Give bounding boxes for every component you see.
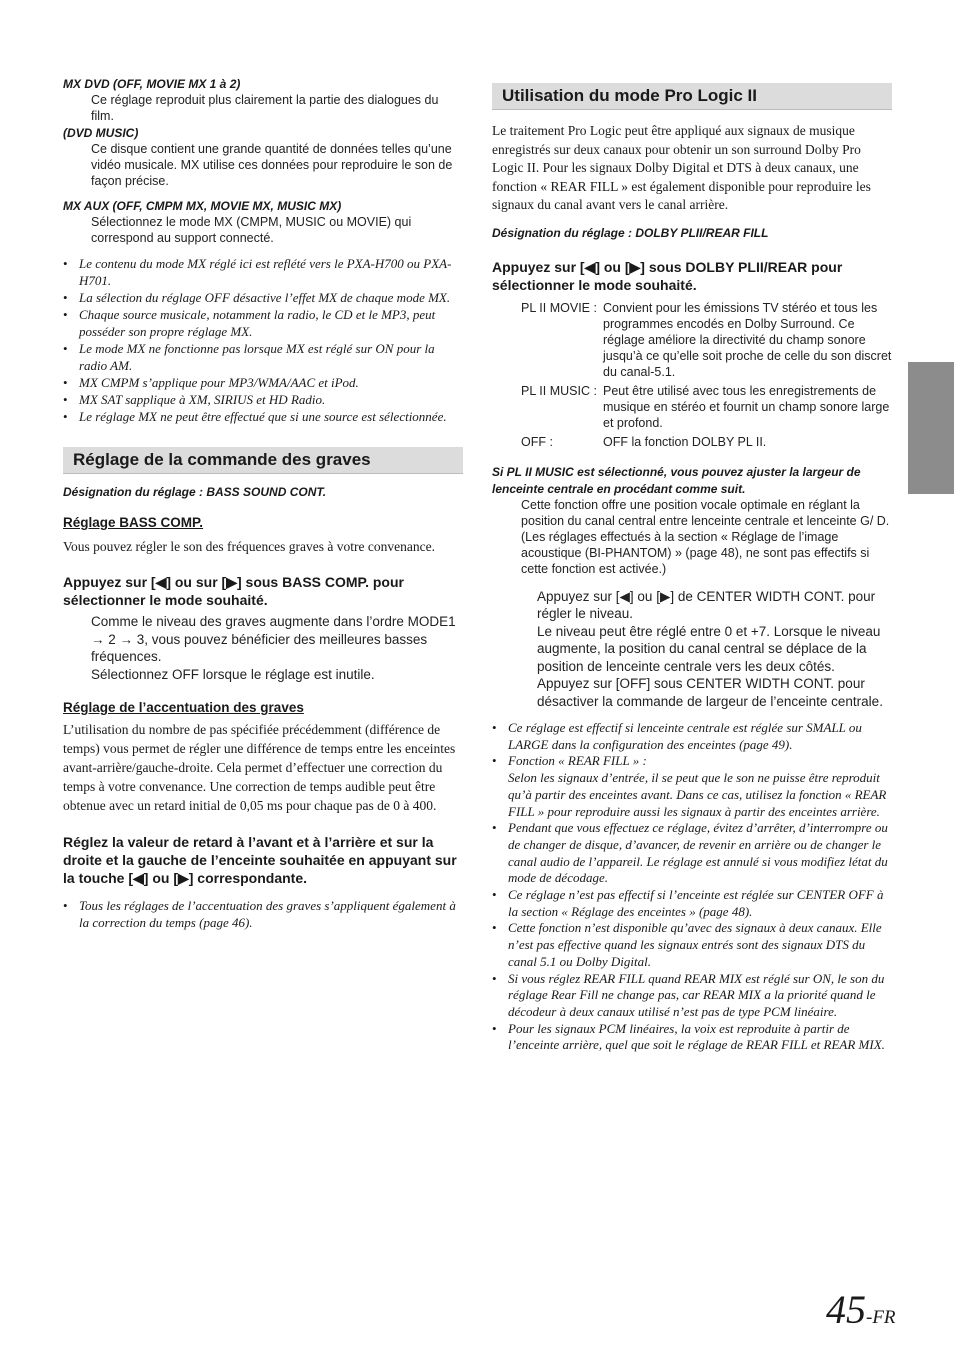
bass-accent-heading: Réglage de l’accentuation des graves [63,700,304,715]
bass-comp-text: Sélectionnez OFF lorsque le réglage est inutile. [91,666,375,682]
mode-name: PL II MOVIE : [521,300,597,315]
bass-comp-heading: Réglage BASS COMP. [63,515,204,530]
mx-desc: Ce disque contient une grande quantité de données telles qu’une vidéo musicale. MX utilise ces données pour reproduire le son de façon précise. [91,142,453,188]
center-width-step: Appuyez sur [◀] ou [▶] de CENTER WIDTH CONT. pour régler le niveau. [537,588,876,621]
bass-accent-instruction: Réglez la valeur de retard à l’avant et à l’arrière et sur la droite et la gauche de l’enceinte souhaitée en appuyant sur la touche [◀] ou [▶] correspondante. [63,834,457,886]
mx-notes-list [63,255,463,425]
prologic-instruction: Appuyez sur [◀] ou [▶] sous DOLBY PLII/REAR pour sélectionner le mode souhaité. [492,258,843,293]
note-item: • Chaque source musicale, notamment la radio, le CD et le MP3, peut posséder son propre réglage MX. [63,306,463,340]
note-item: • Le mode MX ne fonctionne pas lorsque MX est réglé sur ON pour la radio AM. [63,340,463,374]
note-item: • Ce réglage est effectif si lenceinte centrale est réglée sur SMALL ou LARGE dans la configuration des enceintes (page 49). [492,720,892,753]
note-item: • Le contenu du mode MX réglé ici est reflété vers le PXA-H700 ou PXA-H701. [63,255,463,289]
center-width-step: Appuyez sur [OFF] sous CENTER WIDTH CONT. pour désactiver la commande de largeur de l’enceinte centrale. [537,676,883,709]
prologic-notes-list [492,720,892,1054]
note-item: • Tous les réglages de l’accentuation des graves s’appliquent également à la correction du temps (page 46). [63,897,463,931]
center-width-desc: Cette fonction offre une position vocale optimale en réglant la position du canal central entre lenceinte centrale et lenceinte G/ D. (Les réglages effectués à la section « Réglage de l’image acoustique (BI-PHANTOM) » (page 48), ne sont pas effectifs si cette fonction est activée.) [521,497,890,576]
mode-name: OFF : [521,434,553,449]
mx-term: (DVD MUSIC) [63,126,139,140]
right-column [492,83,892,1054]
bass-designation: Désignation du réglage : BASS SOUND CONT. [63,485,327,499]
page-number-value: 45 [826,1287,866,1332]
bass-comp-intro: Vous pouvez régler le son des fréquences graves à votre convenance. [63,539,435,554]
mode-row [492,434,892,450]
bass-comp-instruction: Appuyez sur [◀] ou sur [▶] sous BASS COMP. pour sélectionner le mode souhaité. [63,574,404,608]
mode-row [492,383,892,431]
note-item: • Fonction « REAR FILL » : Selon les signaux d’entrée, il se peut que le son ne puisse être reproduit qu’à partir des enceintes avant. Dans ce cas, utilisez la fonction « REAR FILL » pour reproduire aussi les signaux à partir des enceintes arrière. [492,753,892,820]
mx-term: MX DVD (OFF, MOVIE MX 1 à 2) [63,77,241,91]
section-title-prologic: Utilisation du mode Pro Logic II [492,83,892,110]
mode-name: PL II MUSIC : [521,383,597,398]
note-item: • MX CMPM s’applique pour MP3/WMA/AAC et iPod. [63,374,463,391]
note-item: • Pour les signaux PCM linéaires, la voix est reproduite à partir de l’enceinte arrière, quel que soit le réglage de REAR FILL et REAR MIX. [492,1021,892,1054]
page-language-suffix: -FR [866,1307,896,1328]
note-item: • Cette fonction n’est disponible qu’avec des signaux à deux canaux. Elle n’est pas effective quand les signaux entrés sont des signaux DTS du canal 5.1 ou Dolby Digital. [492,920,892,970]
mx-item [63,125,463,189]
language-tab-marker [908,362,954,494]
mx-desc: Sélectionnez le mode MX (CMPM, MUSIC ou MOVIE) qui correspond au support connecté. [91,215,412,245]
center-width-heading: Si PL II MUSIC est sélectionné, vous pouvez ajuster la largeur de lenceinte centrale en procédant comme suit. [492,464,861,496]
note-item: • Si vous réglez REAR FILL quand REAR MIX est réglé sur ON, le son du réglage Rear Fill ne change pas, car REAR MIX a la priorité quand le décodeur à deux canaux utilisé n’est pas de type PCM linéaire. [492,971,892,1021]
mode-desc: Convient pour les émissions TV stéréo et tous les programmes encodés en Dolby Surround. Ce réglage améliore la directivité du champ sonore jusqu’à ce qu’elle soit proche de celle du son discret du canal-5.1. [603,300,892,379]
note-item: • MX SAT sapplique à XM, SIRIUS et HD Radio. [63,391,463,408]
mx-term: MX AUX (OFF, CMPM MX, MOVIE MX, MUSIC MX) [63,199,342,213]
mx-item [63,76,463,124]
prologic-intro: Le traitement Pro Logic peut être appliqué aux signaux de musique enregistrés sur deux canaux pour obtenir un son surround Dolby Pro Logic II. Pour les signaux Dolby Digital et DTS à deux canaux, une fonction « REAR FILL » est également disponible pour reproduire les signaux du canal avant vers le canal arrière. [492,123,871,212]
section-title-bass: Réglage de la commande des graves [63,447,463,474]
center-width-step: Le niveau peut être réglé entre 0 et +7. Lorsque le niveau augmente, la position du canal central se déplace de la position de lenceinte centrale vers les deux côtés. [537,623,881,674]
bass-accent-body: L’utilisation du nombre de pas spécifiée précédemment (différence de temps) vous permet de régler une différence de temps entre les enceintes avant-arrière/gauche-droite. Cela permet d’effectuer une correction du temps à votre convenance. Une correction de temps audible peut être obtenue avec un retard initial de 0,05 ms pour chaque pas de 0 à 400. [63,722,456,813]
prologic-designation: Désignation du réglage : DOLBY PLII/REAR FILL [492,225,769,240]
note-item: • Le réglage MX ne peut être effectué que si une source est sélectionnée. [63,408,463,425]
note-item: • La sélection du réglage OFF désactive l’effet MX de chaque mode MX. [63,289,463,306]
mode-list [492,300,892,450]
note-item: • Pendant que vous effectuez ce réglage, évitez d’arrêter, d’interrompre ou de changer de disque, d’avancer, de revenir en arrière ou de changer le canal audio de l’appareil. Le réglage est annulé si vous modifiez létat du mode de décodage. [492,820,892,887]
bass-notes-list [63,897,463,931]
mode-row [492,300,892,380]
left-column [63,76,463,931]
page-number [826,1288,896,1340]
mode-desc: Peut être utilisé avec tous les enregistrements de musique en stéréo et fournit un champ sonore large et profond. [603,383,890,430]
mx-item [63,198,463,246]
mx-desc: Ce réglage reproduit plus clairement la partie des dialogues du film. [91,93,439,123]
mode-desc: OFF la fonction DOLBY PL II. [603,434,767,449]
bass-comp-text: Comme le niveau des graves augmente dans l’ordre MODE1 → 2 → 3, vous pouvez bénéficier des meilleures basses fréquences. [91,614,456,664]
note-item: • Ce réglage n’est pas effectif si l’enceinte est réglée sur CENTER OFF à la section « Réglage des enceintes » (page 48). [492,887,892,920]
